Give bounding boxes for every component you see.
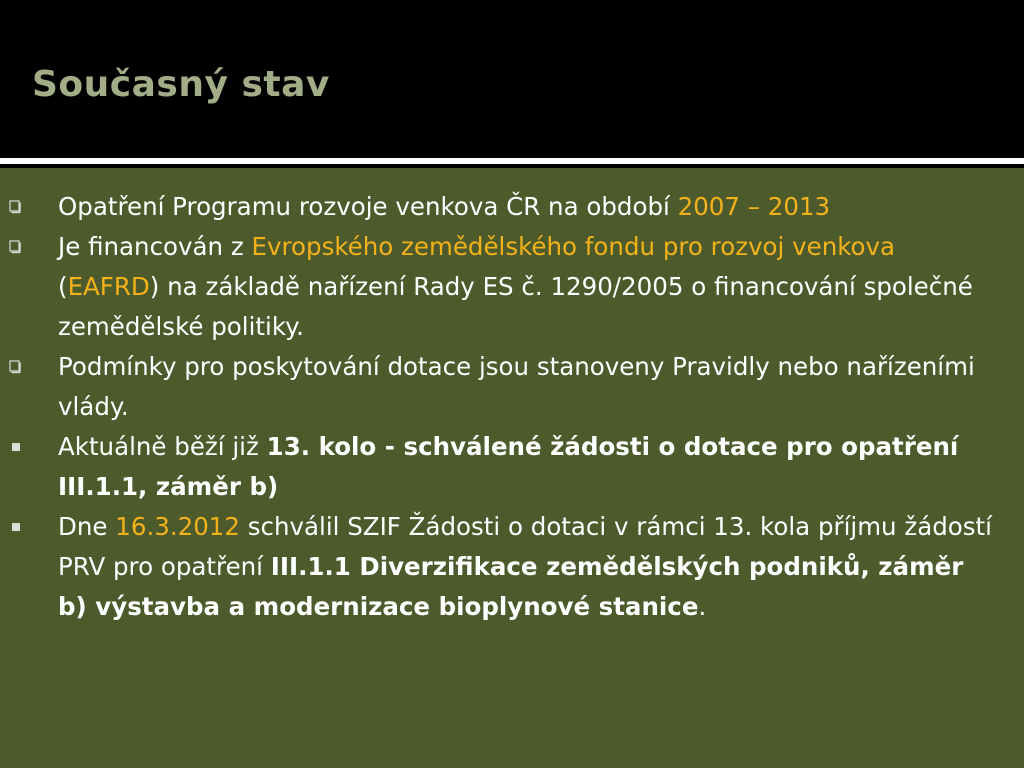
bullet-text: . [698, 592, 707, 621]
bullet-text: Dne [58, 512, 116, 541]
bullet-text: ( [58, 272, 68, 301]
highlight-eafrd: EAFRD [67, 272, 150, 301]
hollow-square-icon [9, 200, 21, 214]
highlight-date: 16.3.2012 [115, 512, 240, 541]
bullet-item-program-period [0, 187, 1024, 227]
bullet-item-conditions [0, 347, 1024, 427]
filled-square-icon [12, 523, 20, 531]
title-divider-black [0, 164, 1024, 168]
filled-square-icon [12, 443, 20, 451]
bold-round-text: 13. kolo - schválené žádosti o dotace pro opatření III.1.1, záměr b) [58, 432, 959, 501]
title-band [0, 0, 1024, 158]
bullet-text: ) na základě nařízení Rady ES č. 1290/2005 o financování společné zemědělské politiky. [58, 272, 973, 341]
bullet-text: Aktuálně běží již [58, 432, 267, 461]
highlight-period: 2007 – 2013 [677, 192, 831, 221]
bullet-text: schválil SZIF Žádosti o dotaci v rámci 13. kola příjmu žádostí PRV pro opatření [58, 512, 992, 581]
bold-measure-text: III.1.1 Diverzifikace zemědělských podniků, záměr b) výstavba a modernizace bioplynové stanice [58, 552, 964, 621]
bullet-list [0, 187, 1024, 627]
hollow-square-icon [9, 360, 21, 374]
bullet-item-approval [0, 507, 1024, 627]
bullet-text: Podmínky pro poskytování dotace jsou stanoveny Pravidly nebo nařízeními vlády. [58, 352, 975, 421]
bullet-item-current-round [0, 427, 1024, 507]
bullet-item-financing [0, 227, 1024, 347]
bullet-text: Opatření Programu rozvoje venkova ČR na období [58, 192, 678, 221]
highlight-fund-name: Evropského zemědělského fondu pro rozvoj venkova [251, 232, 896, 261]
bullet-text: Je financován z [58, 232, 252, 261]
slide-title: Současný stav [32, 64, 330, 105]
hollow-square-icon [9, 240, 21, 254]
